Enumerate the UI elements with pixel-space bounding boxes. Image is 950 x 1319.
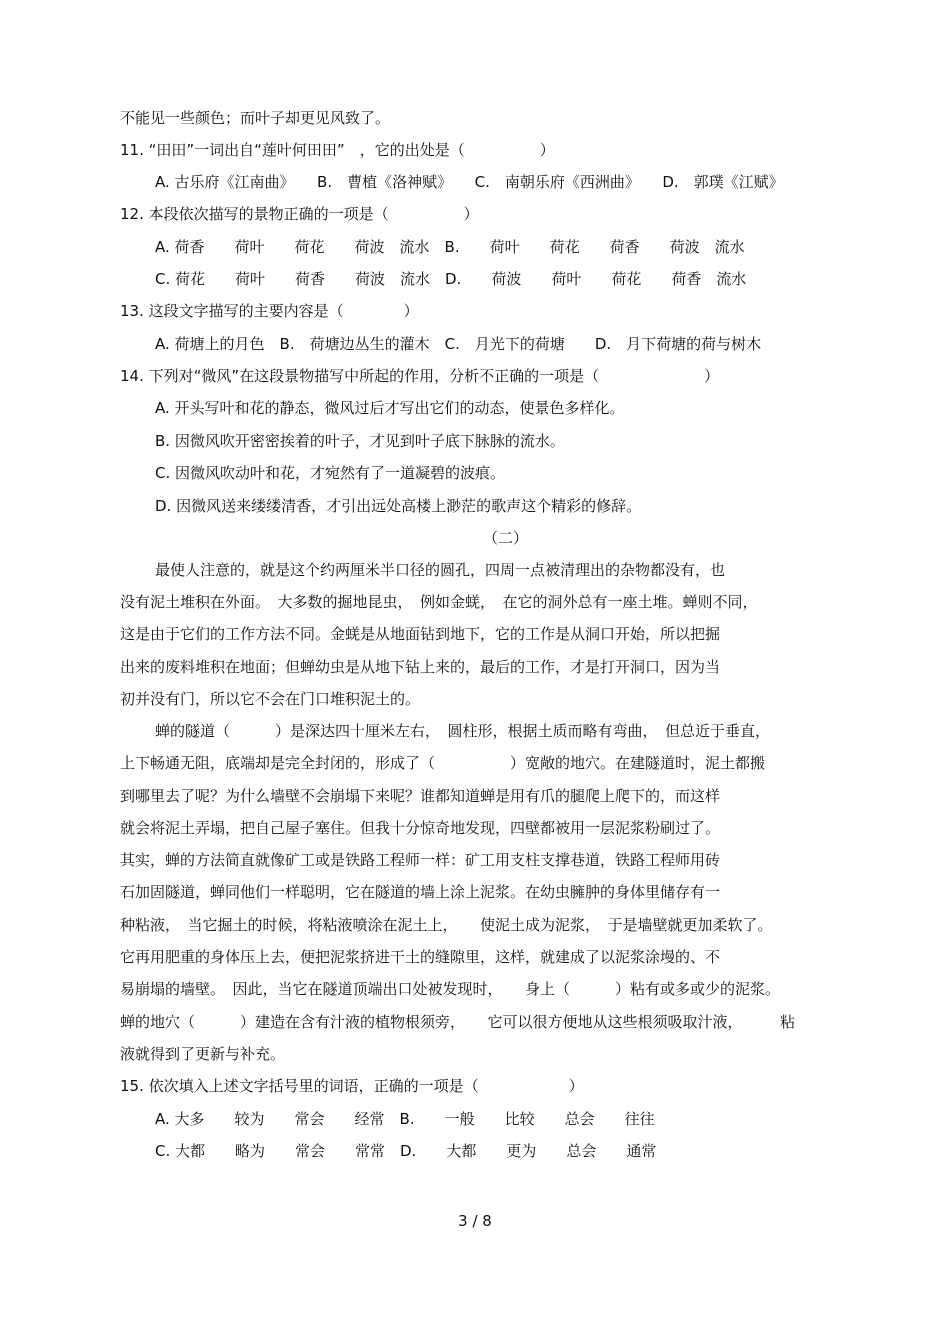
q14-option-b: B. 因微风吹开密密挨着的叶子，才见到叶子底下脉脉的流水。 [155,432,565,450]
page-number: 3 / 8 [458,1212,492,1230]
passage-line: 蝉的隧道（ ）是深达四十厘米左右， 圆柱形，根据土质而略有弯曲， 但总近于垂直， [155,722,771,740]
passage-line: 上下畅通无阻，底端却是完全封闭的，形成了（ ）宽敞的地穴。在建隧道时，泥土都搬 [120,754,766,772]
q14-option-c: C. 因微风吹动叶和花，才宛然有了一道凝碧的波痕。 [155,464,506,482]
passage-line: 其实，蝉的方法简直就像矿工或是铁路工程师一样：矿工用支柱支撑巷道，铁路工程师用砖 [120,851,721,869]
q11-options: A. 古乐府《江南曲》 B. 曹植《洛神赋》 C. 南朝乐府《西洲曲》 D. 郭璞《江赋》 [155,173,784,191]
question-12: 12. 本段依次描写的景物正确的一项是（ ） [120,205,479,223]
passage-line: 易崩塌的墙壁。 因此，当它在隧道顶端出口处被发现时， 身上（ ）粘有或多或少的泥浆。 [120,980,781,998]
question-14: 14. 下列对“微风”在这段景物描写中所起的作用，分析不正确的一项是（ ） [120,367,720,385]
section-heading: （二） [483,529,529,547]
passage-line: 最使人注意的，就是这个约两厘米半口径的圆孔，四周一点被清理出的杂物都没有，也 [155,561,726,579]
question-13: 13. 这段文字描写的主要内容是（ ） [120,302,419,320]
passage-line: 蝉的地穴（ ）建造在含有汁液的植物根须旁， 它可以很方便地从这些根须吸取汁液， 粘 [120,1013,796,1031]
question-15: 15. 依次填入上述文字括号里的词语，正确的一项是（ ） [120,1077,584,1095]
q14-option-a: A. 开头写叶和花的静态，微风过后才写出它们的动态，使景色多样化。 [155,399,625,417]
passage-line: 种粘液， 当它掘土的时候，将粘液喷涂在泥土上， 使泥土成为泥浆， 于是墙壁就更加柔软了。 [120,916,773,934]
passage-line: 液就得到了更新与补充。 [120,1045,286,1063]
question-11: 11. “田田”一词出自“莲叶何田田” ，它的出处是（ ） [120,141,555,159]
passage-line: 石加固隧道，蝉同他们一样聪明，它在隧道的墙上涂上泥浆。在幼虫臃肿的身体里储存有一 [120,883,721,901]
passage-line: 这是由于它们的工作方法不同。金蜣是从地面钻到地下，它的工作是从洞口开始，所以把掘 [120,625,721,643]
passage-line: 到哪里去了呢？为什么墙壁不会崩塌下来呢？谁都知道蝉是用有爪的腿爬上爬下的，而这样 [120,787,721,805]
passage-line: 出来的废料堆积在地面；但蝉幼虫是从地下钻上来的，最后的工作，才是打开洞口，因为当 [120,658,721,676]
q12-options-ab: A. 荷香 荷叶 荷花 荷波 流水 B. 荷叶 荷花 荷香 荷波 流水 [155,238,745,256]
passage-line: 没有泥土堆积在外面。 大多数的掘地昆虫， 例如金蜣， 在它的洞外总有一座土堆。蝉则不同， [120,593,758,611]
passage-line: 就会将泥土弄塌，把自己屋子塞住。但我十分惊奇地发现，四壁都被用一层泥浆粉刷过了。 [120,819,721,837]
q14-option-d: D. 因微风送来缕缕清香，才引出远处高楼上渺茫的歌声这个精彩的修辞。 [155,497,642,515]
q15-options-ab: A. 大多 较为 常会 经常 B. 一般 比较 总会 往往 [155,1110,655,1128]
passage-line: 它再用肥重的身体压上去，便把泥浆挤进干土的缝隙里，这样，就建成了以泥浆涂墁的、不 [120,948,721,966]
q13-options: A. 荷塘上的月色 B. 荷塘边丛生的灌木 C. 月光下的荷塘 D. 月下荷塘的荷与树木 [155,335,762,353]
q12-options-cd: C. 荷花 荷叶 荷香 荷波 流水 D. 荷波 荷叶 荷花 荷香 流水 [155,270,747,288]
text-line: 不能见一些颜色；而叶子却更见风致了。 [120,109,391,127]
q15-options-cd: C. 大都 略为 常会 常常 D. 大都 更为 总会 通常 [155,1142,657,1160]
passage-line: 初并没有门，所以它不会在门口堆积泥土的。 [120,690,421,708]
